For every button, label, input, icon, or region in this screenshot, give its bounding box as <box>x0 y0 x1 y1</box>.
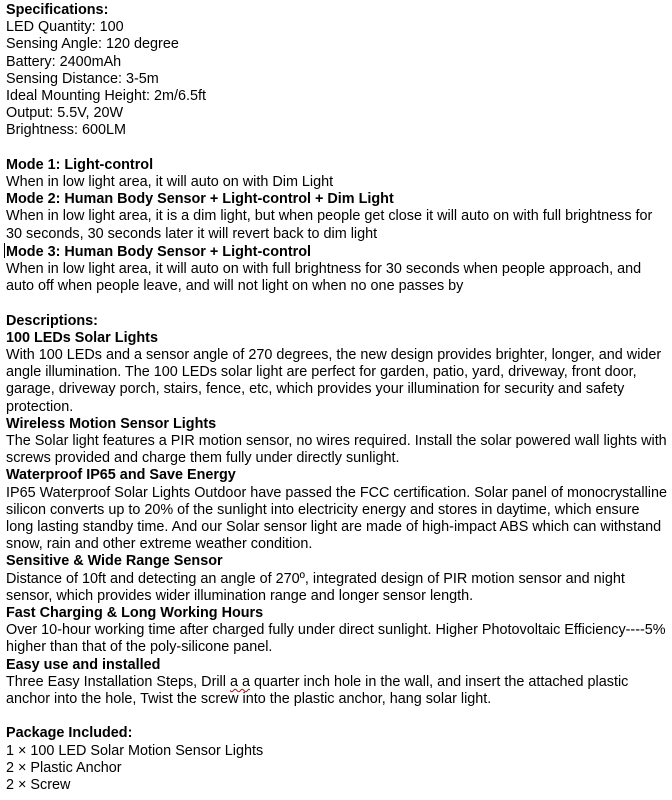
section-heading: Easy use and installed <box>6 656 161 673</box>
section-text: The Solar light features a PIR motion sensor, no wires required. Install the solar powered wall lights with screws provided and charge them fully under directly sunlight. <box>6 433 667 467</box>
spec-item: Brightness: 600LM <box>6 122 126 139</box>
descriptions-heading: Descriptions: <box>6 312 98 329</box>
mode-text: When in low light area, it is a dim light, but when people get close it will auto on with full brightness for 30 seconds, 30 seconds later it will revert back to dim light <box>6 208 653 242</box>
specifications-heading: Specifications: <box>6 2 109 18</box>
section-heading: 100 LEDs Solar Lights <box>6 329 158 346</box>
section-text: Distance of 10ft and detecting an angle of 270º, integrated design of PIR motion sensor and night sensor, which provides wider illumination range and longer sensor length. <box>6 570 625 604</box>
mode-text: When in low light area, it will auto on with Dim Light <box>6 174 334 191</box>
package-item: 2 × Screw <box>6 777 71 794</box>
spec-item: LED Quantity: 100 <box>6 19 124 36</box>
section-heading: Sensitive & Wide Range Sensor <box>6 553 223 570</box>
mode-heading-text: Mode 3: Human Body Sensor + Light-control <box>6 243 312 260</box>
spellcheck-squiggle: a a <box>229 673 250 690</box>
section-text: Over 10-hour working time after charged fully under direct sunlight. Higher Photovoltaic Efficiency----5% higher than that of the poly-silicone panel. <box>6 622 666 656</box>
spec-item: Ideal Mounting Height: 2m/6.5ft <box>6 88 206 105</box>
package-heading: Package Included: <box>6 725 133 742</box>
section-text-easy <box>6 674 668 708</box>
spec-item: Battery: 2400mAh <box>6 53 122 70</box>
section-heading: Waterproof IP65 and Save Energy <box>6 467 236 484</box>
mode-heading-with-cursor <box>6 243 668 261</box>
section-heading: Wireless Motion Sensor Lights <box>6 415 217 432</box>
package-item: 2 × Plastic Anchor <box>6 759 122 776</box>
document-body <box>6 2 668 794</box>
package-item: 1 × 100 LED Solar Motion Sensor Lights <box>6 742 264 759</box>
easy-text-end: quarter inch hole in the wall, and insert the attached plastic anchor into the hole, Twist the screw into the plastic anchor, hang solar light. <box>6 673 629 708</box>
easy-text-start: Three Easy Installation Steps, Drill <box>6 673 230 690</box>
blank-line <box>6 295 668 312</box>
spec-item: Output: 5.5V, 20W <box>6 105 124 122</box>
mode-heading: Mode 2: Human Body Sensor + Light-control + Dim Light <box>6 191 394 208</box>
section-text: IP65 Waterproof Solar Lights Outdoor have passed the FCC certification. Solar panel of monocrystalline silicon converts up to 20% of the sunlight into electricity energy and stores in daytime, which ensure long lasting standby time. And our Solar sensor light are made of high-impact ABS which can withstand snow, rain and other extreme weather condition. <box>6 484 667 553</box>
section-heading: Fast Charging & Long Working Hours <box>6 605 264 622</box>
mode-text: When in low light area, it will auto on with full brightness for 30 seconds when people approach, and auto off when people leave, and will not light on when no one passes by <box>6 261 642 295</box>
mode-heading: Mode 1: Light-control <box>6 156 154 173</box>
blank-line <box>6 140 668 157</box>
section-text: With 100 LEDs and a sensor angle of 270 degrees, the new design provides brighter, longer, and wider angle illumination. The 100 LEDs solar light are perfect for garden, patio, yard, driveway, front door, garage, driveway porch, stairs, fence, etc, which provides your illumination for security and safety protection. <box>6 347 662 415</box>
spec-item: Sensing Angle: 120 degree <box>6 36 179 53</box>
blank-line <box>6 708 668 725</box>
text-cursor <box>4 243 5 258</box>
spec-item: Sensing Distance: 3-5m <box>6 70 159 87</box>
